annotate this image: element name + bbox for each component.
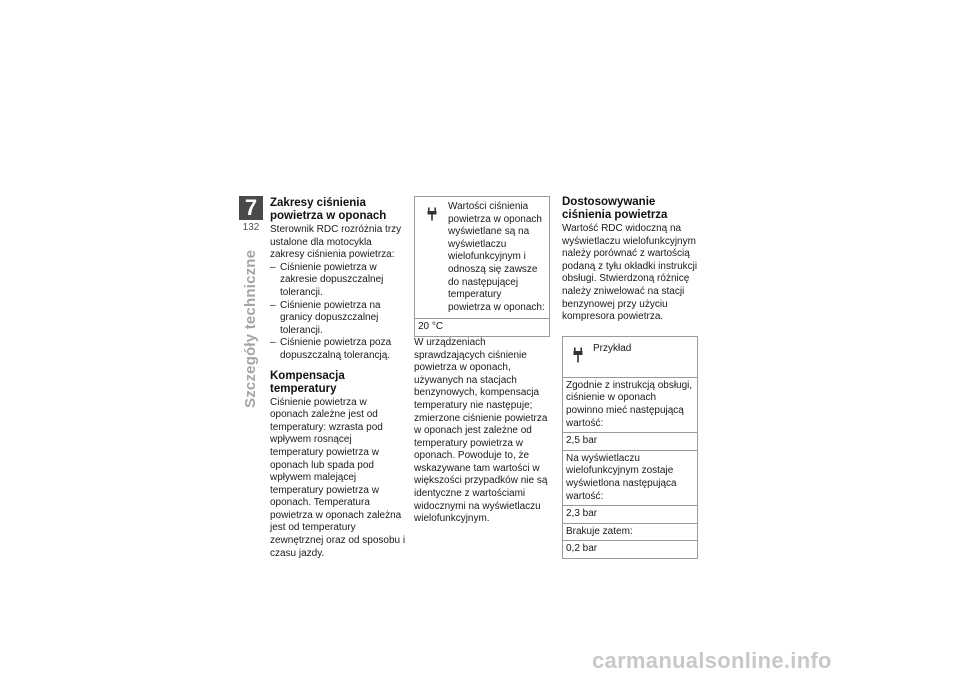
list-item: – Ciśnienie powietrza na granicy dopuszczalnej tolerancji. xyxy=(270,299,381,336)
heading-pressure-adjustment: Dostosowywanie ciśnienia powietrza xyxy=(562,196,668,221)
gas-station-paragraph: W urządzeniach sprawdzających ciśnienie powietrza w oponach, używanych na stacjach benzynowych, kompensacja temperatury nie następuje; zmierzone ciśnienie powietrza w oponach jest zależne od temperatury powietrza w oponach. Powoduje to, że wskazywane tam wartości w większości przypadków nie są identyczne z wartościami widocznymi na wyświetlaczu wielofunkcyjnym. xyxy=(414,336,548,525)
temperature-paragraph: Ciśnienie powietrza w oponach zależne jest od temperatury: wzrasta pod wpływem rosnącej temperatury powietrza w oponach lub spada pod wpływem malejącej temperatury powietrza w oponach. Temperatura powietrza w oponach zależna jest od temperatury zewnętrznej oraz od sposobu i czasu jazdy. xyxy=(270,396,406,559)
note-row xyxy=(415,197,549,318)
adjustment-paragraph: Wartość RDC widoczną na wyświetlaczu wielofunkcyjnym należy porównać z wartością podaną z tyłu okładki instrukcji obsługi. Stwierdzoną różnicę należy zniwelować na stacji benzynowej przy użyciu kompresora powietrza. xyxy=(562,223,698,323)
example-row: 2,3 bar xyxy=(563,505,697,523)
note-text: Wartości ciśnienia powietrza w oponach wyświetlane są na wyświetlaczu wielofunkcyjnym i odnoszą się zawsze do następującej temperatury powietrza w oponach: xyxy=(448,201,545,313)
example-row: Zgodnie z instrukcją obsługi, ciśnienie w oponach powinno mieć następującą wartość: xyxy=(563,377,697,432)
note-value: 20 °C xyxy=(415,318,549,336)
example-row: Brakuje zatem: xyxy=(563,523,697,541)
example-row: 0,2 bar xyxy=(563,540,697,558)
example-header xyxy=(563,337,697,377)
chapter-title-vertical: Szczegóły techniczne xyxy=(242,249,259,408)
example-row: Na wyświetlaczu wielofunkcyjnym zostaje wyświetlona następująca wartość: xyxy=(563,450,697,505)
gauge-note-icon xyxy=(427,207,437,221)
column-1 xyxy=(270,197,406,560)
heading-pressure-ranges: Zakresy ciśnienia powietrza w oponach xyxy=(270,197,387,222)
column-2 xyxy=(414,196,550,526)
heading-temperature-compensation: Kompensacja temperatury xyxy=(270,369,345,395)
chapter-number-tab: 7 xyxy=(239,196,263,220)
column-3 xyxy=(562,196,698,559)
watermark: carmanualsonline.info xyxy=(592,648,832,673)
example-row: 2,5 bar xyxy=(563,432,697,450)
intro-paragraph: Sterownik RDC rozróżnia trzy ustalone dla motocykla zakresy ciśnienia powietrza: xyxy=(270,224,402,261)
pressure-range-list xyxy=(270,262,406,363)
example-box xyxy=(562,336,698,559)
list-item: – Ciśnienie powietrza w zakresie dopuszczalnej tolerancji. xyxy=(270,261,384,298)
page-number: 132 xyxy=(242,222,260,233)
list-item: – Ciśnienie powietrza poza dopuszczalną tolerancją. xyxy=(270,337,392,361)
example-title: Przykład xyxy=(593,342,632,354)
note-box xyxy=(414,196,550,337)
gauge-example-icon xyxy=(573,347,583,363)
